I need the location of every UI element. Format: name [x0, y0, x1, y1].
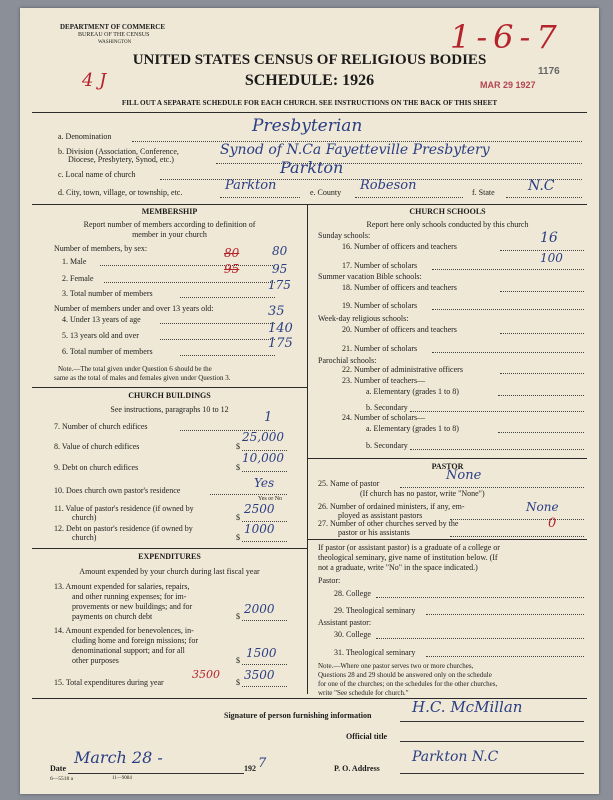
membership-title: MEMBERSHIP: [141, 207, 198, 216]
assistant-sub-label: Assistant pastor:: [318, 618, 372, 627]
q14-dollar: $: [236, 656, 240, 665]
q16-label: 16. Number of officers and teachers: [342, 242, 457, 251]
po-address-line: [400, 773, 584, 774]
q20-label: 20. Number of officers and teachers: [342, 325, 457, 334]
q14-value: 1500: [246, 646, 277, 660]
po-address-label: P. O. Address: [334, 764, 380, 773]
q7-label: 7. Number of church edifices: [54, 422, 148, 431]
q1-struck-value: 80: [224, 246, 240, 260]
q10-line: [210, 494, 287, 495]
q22-line: [500, 373, 584, 374]
q7-value: 1: [264, 410, 273, 425]
q9-value: 10,000: [242, 451, 284, 465]
city-label: WASHINGTON: [98, 40, 132, 45]
city-line: [220, 197, 300, 198]
q10-value: Yes: [254, 476, 275, 490]
q14-label-2: cluding home and foreign missions; for: [72, 636, 198, 645]
q9-label: 9. Debt on church edifices: [54, 463, 139, 472]
q13-label-1: 13. Amount expended for salaries, repairs,: [54, 582, 190, 591]
schools-title: CHURCH SCHOOLS: [409, 207, 486, 216]
stamp-number: 1176: [538, 66, 560, 77]
date-line: [68, 773, 244, 774]
red-annotation-right: 1-6-7: [450, 18, 563, 56]
signature-line: [400, 721, 584, 722]
q12-line: [242, 541, 287, 542]
q14-line: [242, 664, 287, 665]
expenditures-intro: Amount expended by your church during last fiscal year: [79, 567, 260, 576]
q1-value: 80: [272, 244, 288, 258]
q31-line: [426, 656, 584, 657]
column-divider: [307, 204, 308, 694]
q26-label-1: 26. Number of ordained ministers, if any, em-: [318, 502, 465, 511]
q19-line: [432, 309, 584, 310]
schedule-title: SCHEDULE: 1926: [244, 72, 375, 89]
county-label: e. County: [310, 188, 342, 197]
q27-label-1: 27. Number of other churches served by the: [318, 519, 459, 528]
q9-dollar: $: [236, 463, 240, 472]
q6-label: 6. Total number of members: [62, 347, 153, 356]
q15-line: [242, 686, 287, 687]
q11-value: 2500: [244, 502, 275, 516]
denomination-label: a. Denomination: [58, 132, 112, 141]
q30-label: 30. College: [334, 630, 371, 639]
q25-note: (If church has no pastor, write "None"): [360, 489, 485, 498]
q25-value: None: [446, 468, 482, 483]
form-number: 6—5518 a: [50, 776, 74, 782]
q17-value: 100: [540, 251, 563, 265]
summer-label: Summer vacation Bible schools:: [318, 272, 422, 281]
q26-label-2: ployed as assistant pastors: [338, 511, 423, 520]
sunday-label: Sunday schools:: [318, 231, 371, 240]
q16-value: 16: [540, 230, 558, 246]
expenditures-title: EXPENDITURES: [138, 552, 201, 561]
signature-value: H.C. McMillan: [412, 698, 523, 716]
q9-line: [242, 471, 287, 472]
q6-line: [180, 355, 275, 356]
city-label-field: d. City, town, village, or township, etc.: [58, 188, 183, 197]
census-schedule-form: [20, 8, 599, 794]
q3-line: [180, 297, 275, 298]
q21-label: 21. Number of scholars: [342, 344, 418, 353]
q24a-line: [498, 432, 584, 433]
q20-line: [500, 333, 584, 334]
q2-label: 2. Female: [62, 274, 94, 283]
q23b-label: b. Secondary: [366, 403, 408, 412]
graduate-note-2: theological seminary, give name of institution below. (If: [318, 553, 498, 562]
q23a-line: [498, 395, 584, 396]
q11-dollar: $: [236, 513, 240, 522]
q27-label-2: pastor or his assistants: [338, 528, 410, 537]
q8-dollar: $: [236, 442, 240, 451]
q24b-line: [410, 449, 584, 450]
q15-value: 3500: [244, 668, 275, 682]
q2-value: 95: [272, 262, 288, 276]
q13-value: 2000: [244, 602, 275, 616]
church-name-value: Parkton: [280, 158, 344, 177]
division-line: [216, 163, 582, 164]
year-value: 7: [258, 756, 267, 771]
received-stamp-date: MAR 29 1927: [480, 80, 536, 90]
graduate-note-1: If pastor (or assistant pastor) is a graduate of a college or: [318, 543, 500, 552]
q13-dollar: $: [236, 612, 240, 621]
q2-line: [104, 282, 275, 283]
q22-label: 22. Number of administrative officers: [342, 365, 463, 374]
church-name-label: c. Local name of church: [58, 170, 136, 179]
division-value: Synod of N.Ca Fayetteville Presbytery: [220, 142, 490, 158]
denomination-value: Presbyterian: [252, 116, 363, 136]
division-label-1: b. Division (Association, Conference,: [58, 147, 179, 156]
q4-line: [160, 323, 275, 324]
q26-line: [450, 519, 584, 520]
official-title-label: Official title: [346, 732, 388, 741]
expenditures-rule: [32, 548, 307, 549]
q27-line: [450, 536, 584, 537]
q5-label: 5. 13 years old and over: [62, 331, 139, 340]
pastor-note-1: Note.—Where one pastor serves two or more churches,: [318, 662, 474, 670]
graduate-note-3: not a graduate, write "No" in the space indicated.): [318, 563, 478, 572]
q15-red-total: 3500: [192, 668, 220, 681]
membership-intro-1: Report number of members according to definition of: [83, 220, 256, 229]
weekday-label: Week-day religious schools:: [318, 314, 409, 323]
red-annotation-left: 4 J: [82, 70, 107, 91]
date-value: March 28 -: [74, 748, 163, 767]
q3-label: 3. Total number of members: [62, 289, 153, 298]
q17-line: [432, 269, 584, 270]
q14-label-1: 14. Amount expended for benevolences, in-: [54, 626, 194, 635]
pastor-note-4: write "See schedule for church.": [318, 689, 409, 697]
q1-label: 1. Male: [62, 257, 87, 266]
q14-label-4: other purposes: [72, 656, 119, 665]
buildings-intro: See instructions, paragraphs 10 to 12: [110, 405, 229, 414]
membership-note-2: same as the total of males and females given under Question 3.: [54, 374, 231, 382]
q23-label: 23. Number of teachers—: [342, 376, 426, 385]
q13-label-4: payments on church debt: [72, 612, 153, 621]
buildings-rule: [32, 387, 307, 388]
q15-label: 15. Total expenditures during year: [54, 678, 164, 687]
q26-value: None: [526, 500, 559, 514]
q24b-label: b. Secondary: [366, 441, 408, 450]
q14-label-3: denominational support; and for all: [72, 646, 185, 655]
pastor-sub-label: Pastor:: [318, 576, 341, 585]
q10-label: 10. Does church own pastor's residence: [54, 486, 181, 495]
q8-value: 25,000: [242, 430, 284, 444]
q4-value: 35: [268, 304, 285, 319]
q13-label-2: and other running expenses; for im-: [72, 592, 187, 601]
q23b-line: [410, 411, 584, 412]
q23a-label: a. Elementary (grades 1 to 8): [366, 387, 459, 396]
q13-label-3: provements or new buildings; and for: [72, 602, 193, 611]
bureau-label: BUREAU OF THE CENSUS: [78, 32, 150, 38]
county-line: [355, 197, 463, 198]
pastor-note-2: Questions 28 and 29 should be answered only on the schedule: [318, 671, 492, 679]
q2-struck-value: 95: [224, 262, 240, 276]
section-rule: [32, 204, 587, 205]
q4-label: 4. Under 13 years of age: [62, 315, 141, 324]
q30-line: [376, 638, 584, 639]
state-line: [506, 197, 582, 198]
q1-line: [100, 265, 275, 266]
q12-label-1: 12. Debt on pastor's residence (if owned by: [54, 524, 193, 533]
q11-label-2: church): [72, 513, 97, 522]
buildings-title: CHURCH BUILDINGS: [128, 391, 211, 400]
date-label: Date: [50, 764, 66, 773]
q28-line: [376, 597, 584, 598]
membership-intro-2: member in your church: [132, 230, 207, 239]
parochial-label: Parochial schools:: [318, 356, 377, 365]
by-sex-label: Number of members, by sex:: [54, 244, 148, 253]
q18-label: 18. Number of officers and teachers: [342, 283, 457, 292]
q11-label-1: 11. Value of pastor's residence (if owned by: [54, 504, 194, 513]
q12-dollar: $: [236, 533, 240, 542]
q13-line: [242, 620, 287, 621]
q24-label: 24. Number of scholars—: [342, 413, 426, 422]
membership-note-1: Note.—The total given under Question 6 should be the: [58, 365, 212, 373]
q25-label: 25. Name of pastor: [318, 479, 380, 488]
pastor-title: PASTOR: [431, 462, 464, 471]
q25-line: [400, 487, 584, 488]
q24a-label: a. Elementary (grades 1 to 8): [366, 424, 459, 433]
q8-label: 8. Value of church edifices: [54, 442, 140, 451]
year-prefix: 192: [244, 764, 256, 773]
q3-value: 175: [268, 278, 291, 292]
top-rule: [32, 112, 587, 113]
county-value: Robeson: [360, 178, 417, 193]
q15-dollar: $: [236, 678, 240, 687]
state-value: N.C: [528, 178, 555, 194]
schools-intro: Report here only schools conducted by this church: [366, 220, 529, 229]
signature-label: Signature of person furnishing information: [224, 711, 372, 720]
city-value: Parkton: [225, 178, 277, 193]
q19-label: 19. Number of scholars: [342, 301, 418, 310]
state-label: f. State: [472, 188, 495, 197]
division-label-2: Diocese, Presbytery, Synod, etc.): [68, 155, 174, 164]
form-title: UNITED STATES CENSUS OF RELIGIOUS BODIES: [132, 52, 487, 68]
po-address-value: Parkton N.C: [412, 749, 499, 765]
dept-label: DEPARTMENT OF COMMERCE: [60, 23, 166, 31]
official-title-line: [400, 741, 584, 742]
q29-line: [426, 614, 584, 615]
instruction-line: FILL OUT A SEPARATE SCHEDULE FOR EACH CHURCH. SEE INSTRUCTIONS ON THE BACK OF THIS SHEET: [121, 99, 498, 107]
yes-no-hint: Yes or No: [258, 496, 283, 502]
under-over-label: Number of members under and over 13 years old:: [54, 304, 214, 313]
q5-line: [160, 339, 275, 340]
q12-label-2: church): [72, 533, 97, 542]
q27-value: 0: [548, 516, 557, 531]
q29-label: 29. Theological seminary: [334, 606, 416, 615]
pastor-rule: [307, 458, 587, 459]
q17-label: 17. Number of scholars: [342, 261, 418, 270]
q12-value: 1000: [244, 522, 275, 536]
pastor-note-3: for one of the churches; on the schedules for the other churches,: [318, 680, 498, 688]
print-number: 11—9084: [112, 776, 132, 781]
graduate-rule: [307, 539, 587, 540]
q21-line: [432, 352, 584, 353]
q18-line: [500, 291, 584, 292]
q6-value: 175: [268, 336, 293, 351]
q31-label: 31. Theological seminary: [334, 648, 416, 657]
q28-label: 28. College: [334, 589, 371, 598]
q5-value: 140: [268, 321, 293, 336]
